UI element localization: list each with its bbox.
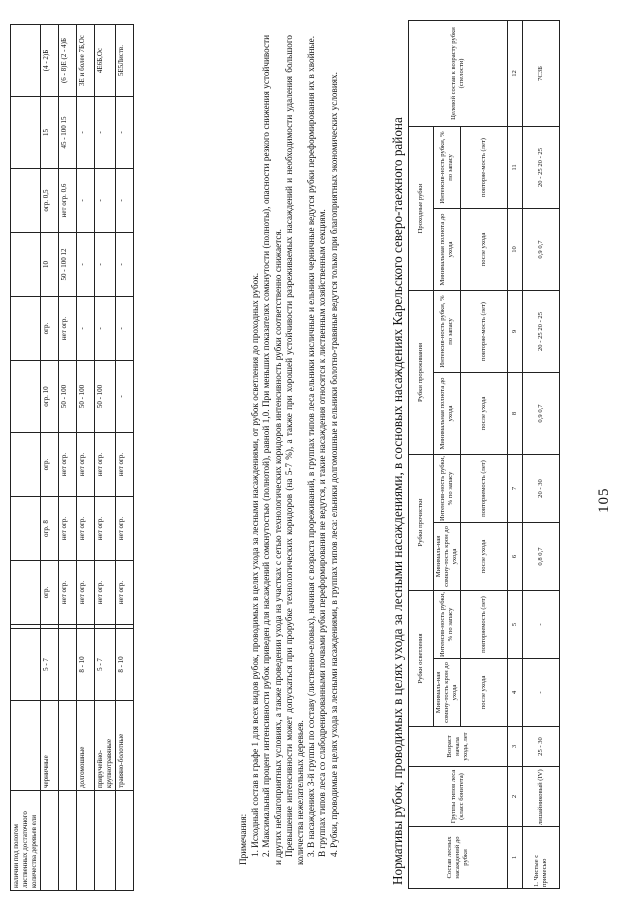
table-cell: [11, 25, 41, 97]
header-cell: Интенсив-ность рубки, % по запасу: [434, 126, 461, 208]
table-cell: -: [523, 659, 560, 727]
table-cell: 3Е и более 7Б,Ос: [77, 25, 95, 97]
table-row: [77, 25, 95, 891]
table-cell: [116, 791, 134, 891]
column-number: 5: [508, 591, 523, 659]
table-cell: приручейно-крупнотравяные: [95, 701, 116, 791]
table-cell: 0,8 0,7: [523, 523, 560, 591]
table-cell: долгомошные: [77, 701, 95, 791]
header-cell: после ухода: [461, 523, 508, 591]
header-cell: после ухода: [461, 208, 508, 290]
table-cell: 25 - 30: [523, 727, 560, 767]
header-cell: повторяемость (лет): [461, 454, 508, 522]
table-cell: 4Е6Б,Ос: [95, 25, 116, 97]
table-cell: нет огр.: [77, 497, 95, 561]
table-cell: лишайниковый (IV): [523, 767, 560, 827]
header-cell: Проходные рубки: [409, 126, 434, 290]
table-cell: нет огр.: [77, 561, 95, 625]
continued-table: [10, 24, 134, 891]
table-cell: 50 - 100: [95, 361, 116, 433]
table-cell: 5 - 7: [41, 629, 59, 701]
table-cell: [11, 97, 41, 169]
norms-table: [408, 20, 560, 889]
table-cell: нет огр.: [59, 497, 77, 561]
table-cell: (6 - 8)Е (2 - 4)Б: [59, 25, 77, 97]
table-cell: -: [77, 233, 95, 297]
column-number-row: [508, 20, 523, 888]
header-cell: Рубки прореживания: [409, 290, 434, 454]
column-number: 10: [508, 208, 523, 290]
table-cell: огр. 8: [41, 497, 59, 561]
table-cell: 45 - 100 15: [59, 97, 77, 169]
table-cell: [59, 701, 77, 791]
table-cell: нет огр.: [116, 433, 134, 497]
table-cell: 50 - 100: [59, 361, 77, 433]
header-cell: Рубки осветления: [409, 591, 434, 727]
table-cell: 20 - 25 20 - 25: [523, 290, 560, 372]
table-cell: -: [95, 233, 116, 297]
table-cell: [11, 361, 41, 433]
table-cell: [11, 701, 41, 791]
table-cell: нет огр.: [59, 297, 77, 361]
column-number: 12: [508, 20, 523, 126]
header-cell: Рубки прочистки: [409, 454, 434, 590]
table-cell: [41, 791, 59, 891]
column-number: 11: [508, 126, 523, 208]
header-cell: Целевой состав к возрасту рубки (спелости): [409, 20, 508, 126]
header-cell: Группы типов леса (класс бонитета): [409, 767, 508, 827]
header-cell: Минимальная полнота до ухода: [434, 208, 461, 290]
header-cell: повторяемость (лет): [461, 591, 508, 659]
table-cell: 20 - 30: [523, 454, 560, 522]
table-row: [59, 25, 77, 891]
table-cell: (4 - 2)Б: [41, 25, 59, 97]
table-cell: -: [116, 297, 134, 361]
table-cell: -: [116, 361, 134, 433]
table-cell: огр.: [41, 561, 59, 625]
table-row: [116, 25, 134, 891]
table-cell: -: [116, 169, 134, 233]
table-cell: нет огр.: [77, 433, 95, 497]
table-cell: [41, 625, 59, 629]
table-cell: 8 - 10: [77, 629, 95, 701]
table-cell: огр. 0,5: [41, 169, 59, 233]
table-cell: 5Е5Листв.: [116, 25, 134, 97]
column-number: 4: [508, 659, 523, 727]
notes-section: [238, 35, 340, 865]
table-cell: -: [95, 169, 116, 233]
table-cell: 10: [41, 233, 59, 297]
header-cell: Минимальная полнота до ухода: [434, 372, 461, 454]
table-cell: 15: [41, 97, 59, 169]
table-cell: -: [77, 297, 95, 361]
table-cell: -: [95, 97, 116, 169]
table-cell: -: [95, 297, 116, 361]
table-cell: -: [116, 233, 134, 297]
header-cell: после ухода: [461, 372, 508, 454]
header-cell: Интенсив-ность рубки, % по запасу: [434, 591, 461, 659]
page-number: 105: [596, 487, 612, 513]
table-cell: черничные: [41, 701, 59, 791]
table-cell: [11, 629, 41, 701]
table-cell: нет огр.: [116, 561, 134, 625]
table-cell: 5 - 7: [95, 629, 116, 701]
table-cell: нет огр.: [116, 497, 134, 561]
table-cell: огр. 10: [41, 361, 59, 433]
table-cell: 8 - 10: [116, 629, 134, 701]
table-cell: 50 - 100: [77, 361, 95, 433]
table-cell: [59, 791, 77, 891]
table-cell: огр.: [41, 433, 59, 497]
table-cell: 0,9 0,7: [523, 208, 560, 290]
header-cell: Минималь-ная сомкну-тость крон до ухода: [434, 523, 461, 591]
table-cell: -: [523, 591, 560, 659]
table-cell: [11, 625, 41, 629]
table-cell: [11, 433, 41, 497]
column-number: 8: [508, 372, 523, 454]
table-header-row: [409, 20, 434, 888]
header-cell: Интенсив-ность рубки, % по запасу: [434, 290, 461, 372]
note-paragraph: В группах типов леса со слабодренированными почвами рубки переформирования не ведутся, и такие насаждения относятся к лиственным хозяйственным секциям.: [317, 209, 328, 857]
notes-header: Примечания:: [238, 813, 248, 865]
table-cell: -: [116, 97, 134, 169]
table-cell: [59, 625, 77, 629]
table-cell: огр.: [41, 297, 59, 361]
column-number: 1: [508, 827, 523, 889]
column-number: 3: [508, 727, 523, 767]
table-cell: [11, 297, 41, 361]
section-heading: Нормативы рубок, проводимых в целях ухода за лесными насаждениями, в сосновых насаждениях Карельского северо-таежного района: [390, 117, 405, 885]
note-paragraph: 3. В насаждениях 3-й группы по составу (лиственно-еловых), начиная с возраста прореживаний, в группах типов леса ельники кисличные и ельники черничные ведутся рубки переформирования их в хвойные.: [306, 35, 317, 857]
table-cell: 50 - 100 12: [59, 233, 77, 297]
table-row: [95, 25, 116, 891]
table-cell: нет огр. 0,6: [59, 169, 77, 233]
column-number: 7: [508, 454, 523, 522]
table-cell: травяно-болотные: [116, 701, 134, 791]
column-number: 2: [508, 767, 523, 827]
header-cell: Интенсив-ность рубки, % по запасу: [434, 454, 461, 522]
table-cell: нет огр.: [59, 433, 77, 497]
table-cell: [95, 625, 116, 629]
table-cell: 20 - 25 20 - 25: [523, 126, 560, 208]
note-paragraph: 2. Максимальный процент интенсивности рубок приведен для насаждений сомкнутостью (полнотой), равной 1,0. При меньших показателях сомкнутости (полноты), опасности резкого снижения устойчивости и других неблагоприятных условиях, а также проведении ухода на участках с сетью технологических коридоров интенсивность рубки соответственно снижается.: [261, 35, 283, 865]
table-cell: наличии под пологом лиственных достаточного количества деревьев ели: [11, 791, 41, 891]
table-cell: 7С3Б: [523, 20, 560, 126]
table-cell: нет огр.: [95, 497, 116, 561]
header-cell: повторяе-мость (лет): [461, 290, 508, 372]
note-paragraph: 1. Исходный состав в графе 1 для всех видов рубок, проводимых в целях ухода за лесными насаждениями, от рубок осветления до проходных рубок.: [250, 273, 261, 857]
column-number: 9: [508, 290, 523, 372]
note-paragraph: 4. Рубки, проводимые в целях ухода за лесными насаждениями, в группах типов леса: ельники долгомошные и ельники болотно-травяные ведутся только при благоприятных экономических условиях.: [328, 72, 339, 857]
table-cell: [11, 233, 41, 297]
header-cell: Минималь-ная сомкну-тость крон до ухода: [434, 659, 461, 727]
header-cell: после ухода: [461, 659, 508, 727]
table-cell: 0,9 0,7: [523, 372, 560, 454]
table-cell: [116, 625, 134, 629]
table-cell: 1. Чистые с примесью: [523, 827, 560, 889]
note-paragraph: Превышение интенсивности может допускаться при прорубке технологических коридоров (на 5-7 %), а также при хорошей устойчивости разреживаемых насаждений и необходимости удаления большого количества нежелательных деревьев.: [283, 35, 306, 865]
header-cell: Возраст начала ухода, лет: [409, 727, 508, 767]
table-cell: [77, 625, 95, 629]
table-cell: [11, 169, 41, 233]
table-row: [11, 25, 41, 891]
table-cell: -: [77, 97, 95, 169]
table-cell: нет огр.: [95, 433, 116, 497]
table-cell: [11, 561, 41, 625]
table-cell: нет огр.: [95, 561, 116, 625]
table-cell: [11, 497, 41, 561]
header-cell: повторяе-мость (лет): [461, 126, 508, 208]
column-number: 6: [508, 523, 523, 591]
table-cell: нет огр.: [59, 561, 77, 625]
table-cell: -: [77, 169, 95, 233]
table-cell: [95, 791, 116, 891]
table-cell: [77, 791, 95, 891]
table-row: [523, 20, 560, 888]
table-row: [41, 25, 59, 891]
header-cell: Состав лесных насаждений до рубки: [409, 827, 508, 889]
table-cell: [59, 629, 77, 701]
